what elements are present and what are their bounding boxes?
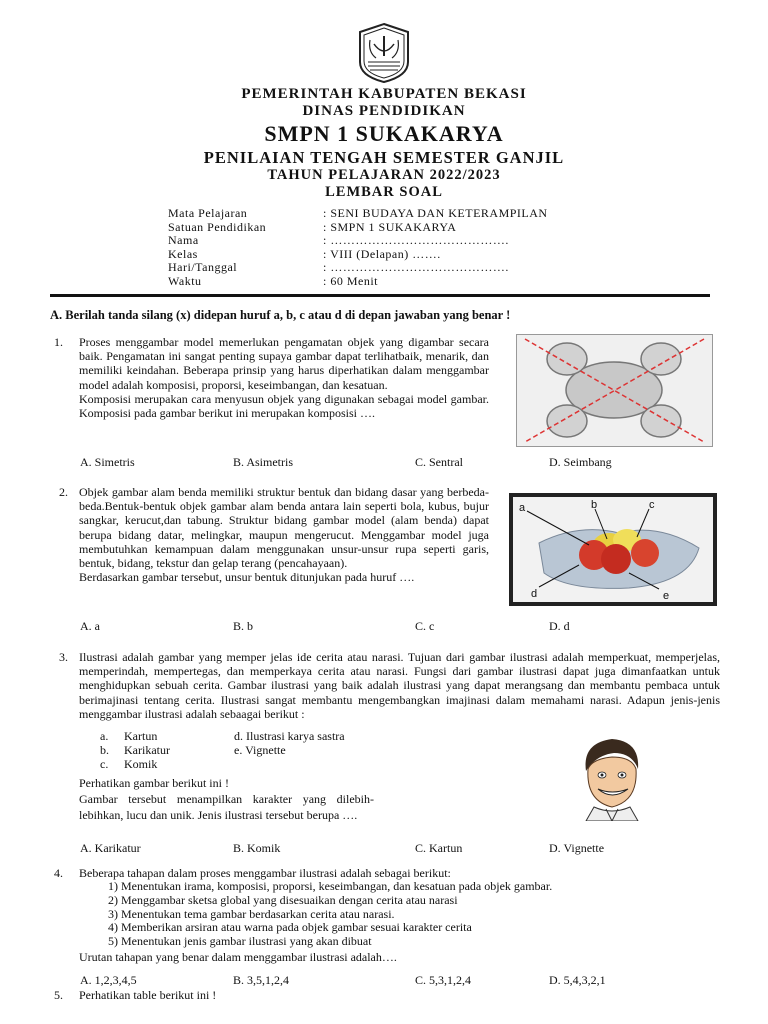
q4-intro: Beberapa tahapan dalam proses menggambar ilustrasi adalah sebagai berikut: xyxy=(79,866,451,880)
step-item: 3) Menentukan tema gambar berdasarkan cerita atau narasi. xyxy=(108,906,395,921)
regency-logo xyxy=(356,22,412,84)
option-c[interactable]: C. Kartun xyxy=(415,841,463,855)
info-value: : ……………………………………. xyxy=(323,260,509,275)
question-number: 5. xyxy=(54,988,63,1002)
header-agency: DINAS PENDIDIKAN xyxy=(302,103,466,119)
info-label: Hari/Tanggal xyxy=(168,260,238,275)
info-value: : ……………………………………. xyxy=(323,233,509,248)
q1-paragraph: Komposisi merupakan cara menyusun objek yang digunakan sebagai model gambar. Komposisi pada gambar berikut ini merupakan komposisi …. xyxy=(79,391,489,421)
option-b[interactable]: B. Komik xyxy=(233,841,281,855)
option-c[interactable]: C. c xyxy=(415,619,435,633)
q3-question: Gambar tersebut menampilkan karakter yang dilebih-lebihkan, lucu dan unik. Jenis ilustrasi tersebut berupa …. xyxy=(79,792,374,822)
option-b[interactable]: B. b xyxy=(233,619,254,633)
header-year: TAHUN PELAJARAN 2022/2023 xyxy=(267,167,501,183)
image-label: d xyxy=(531,588,538,600)
list-marker: b. xyxy=(100,743,109,758)
info-label: Mata Pelajaran xyxy=(168,206,248,220)
exam-info xyxy=(168,207,548,289)
info-label: Waktu xyxy=(168,273,202,288)
step-item: 5) Menentukan jenis gambar ilustrasi yang akan dibuat xyxy=(108,934,372,949)
q3-caricature-image xyxy=(572,731,653,821)
q1-composition-image xyxy=(516,334,713,447)
step-item: 1) Menentukan irama, komposisi, proporsi, keseimbangan, dan kesatuan pada objek gambar. xyxy=(108,879,553,893)
q3-type-list xyxy=(100,729,220,772)
list-item: Karikatur xyxy=(124,743,170,758)
option-d[interactable]: D. 5,4,3,2,1 xyxy=(549,973,606,987)
option-d[interactable]: D. Seimbang xyxy=(549,455,612,469)
header-divider xyxy=(50,294,710,297)
option-a[interactable]: A. Karikatur xyxy=(80,841,141,855)
step-item: 2) Menggambar sketsa global yang disesuaikan dengan cerita atau narasi xyxy=(108,892,458,907)
option-b[interactable]: B. 3,5,1,2,4 xyxy=(233,973,290,987)
step-item: 4) Memberikan arsiran atau warna pada objek gambar sesuai karakter cerita xyxy=(108,920,472,935)
image-label: c xyxy=(649,499,655,511)
question-number: 3. xyxy=(59,650,68,664)
info-value: : SENI BUDAYA DAN KETERAMPILAN xyxy=(323,206,548,220)
image-label: e xyxy=(663,590,670,602)
info-value: : 60 Menit xyxy=(323,273,378,288)
header-school: SMPN 1 SUKAKARYA xyxy=(264,121,504,146)
list-marker: a. xyxy=(100,729,109,743)
q4-steps xyxy=(108,880,552,949)
option-c[interactable]: C. 5,3,1,2,4 xyxy=(415,973,472,987)
info-label: Kelas xyxy=(168,246,198,261)
image-label: a xyxy=(519,502,526,514)
info-label: Nama xyxy=(168,233,199,248)
q3-type-list-2 xyxy=(234,729,345,757)
list-item: d. Ilustrasi karya sastra xyxy=(234,729,345,743)
option-a[interactable]: A. a xyxy=(80,619,100,633)
list-marker: c. xyxy=(100,757,109,772)
info-value: : VIII (Delapan) ……. xyxy=(323,246,441,261)
image-label: b xyxy=(591,499,598,511)
q1-paragraph: Proses menggambar model memerlukan pengamatan objek yang digambar secara baik. Pengamatan ini sangat penting supaya gambar dapat terlihatbaik, menarik, dan memiliki keindahan. Beberapa prinsip yang harus diperhatikan dalam menggambar model adalah komposisi, proporsi, keseimbangan, dan kesatuan. xyxy=(79,335,489,392)
q3-paragraph: Ilustrasi adalah gambar yang memper jelas ide cerita atau narasi. Tujuan dari gambar ilustrasi adalah memperkuat, memperjelas, memperindah, mempertegas, dan memperkaya cerita atau narasi. Fungsi dari gambar ilustrasi dapat juga dimanfaatkan untuk menghidupkan sebuah cerita. Gambar ilustrasi yang baik adalah ilustrasi yang dapat merangsang dan membantu pembaca untuk berimajinasi tentang cerita. Ilustrasi sangat membantu mengembangkan imajinasi dalam memahami narasi. Adapun jenis-jenis menggambar ilustrasi adalah sebaagai berikut : xyxy=(79,650,720,721)
q3-instruction: Perhatikan gambar berikut ini ! xyxy=(79,776,229,790)
q2-paragraph: Objek gambar alam benda memiliki struktur bentuk dan bidang dasar yang berbeda-beda.Bentuk-bentuk objek gambar alam benda antara lain seperti bola, kubus, bujur sangkar, kerucut,dan tabung. Struktur bidang gambar model (alam benda) dapat berupa bidang datar, melingkar, maupun mengerucut. Menggambar model juga membutuhkan kemampuan dalam menggunakan unsur-unsur rupa seperti garis, bentuk, bidang, tekstur dan gelap terang (pencahayaan). xyxy=(79,485,489,571)
q5-text: Perhatikan table berikut ini ! xyxy=(79,988,217,1002)
info-label: Satuan Pendidikan xyxy=(168,219,267,234)
info-value: : SMPN 1 SUKAKARYA xyxy=(323,219,457,234)
option-d[interactable]: D. Vignette xyxy=(549,841,605,855)
question-number: 4. xyxy=(54,866,63,880)
option-a[interactable]: A. 1,2,3,4,5 xyxy=(80,973,137,987)
section-a-instruction: A. Berilah tanda silang (x) didepan huruf a, b, c atau d di depan jawaban yang benar ! xyxy=(50,308,511,322)
header-government: PEMERINTAH KABUPATEN BEKASI xyxy=(241,86,527,102)
option-d[interactable]: D. d xyxy=(549,619,570,633)
q2-still-life-image xyxy=(509,493,717,606)
option-b[interactable]: B. Asimetris xyxy=(233,455,294,469)
q2-paragraph: Berdasarkan gambar tersebut, unsur bentuk ditunjukan pada huruf …. xyxy=(79,570,415,585)
header-sheet: LEMBAR SOAL xyxy=(325,184,443,200)
list-item: e. Vignette xyxy=(234,743,286,758)
q2-text xyxy=(79,485,489,584)
header-exam: PENILAIAN TENGAH SEMESTER GANJIL xyxy=(203,148,565,167)
option-a[interactable]: A. Simetris xyxy=(80,455,135,469)
q1-text xyxy=(79,335,489,420)
question-number: 2. xyxy=(59,485,68,499)
q4-question: Urutan tahapan yang benar dalam menggambar ilustrasi adalah…. xyxy=(79,950,397,964)
question-number: 1. xyxy=(54,335,63,349)
list-item: Kartun xyxy=(124,729,158,743)
list-item: Komik xyxy=(124,757,158,772)
option-c[interactable]: C. Sentral xyxy=(415,455,463,469)
